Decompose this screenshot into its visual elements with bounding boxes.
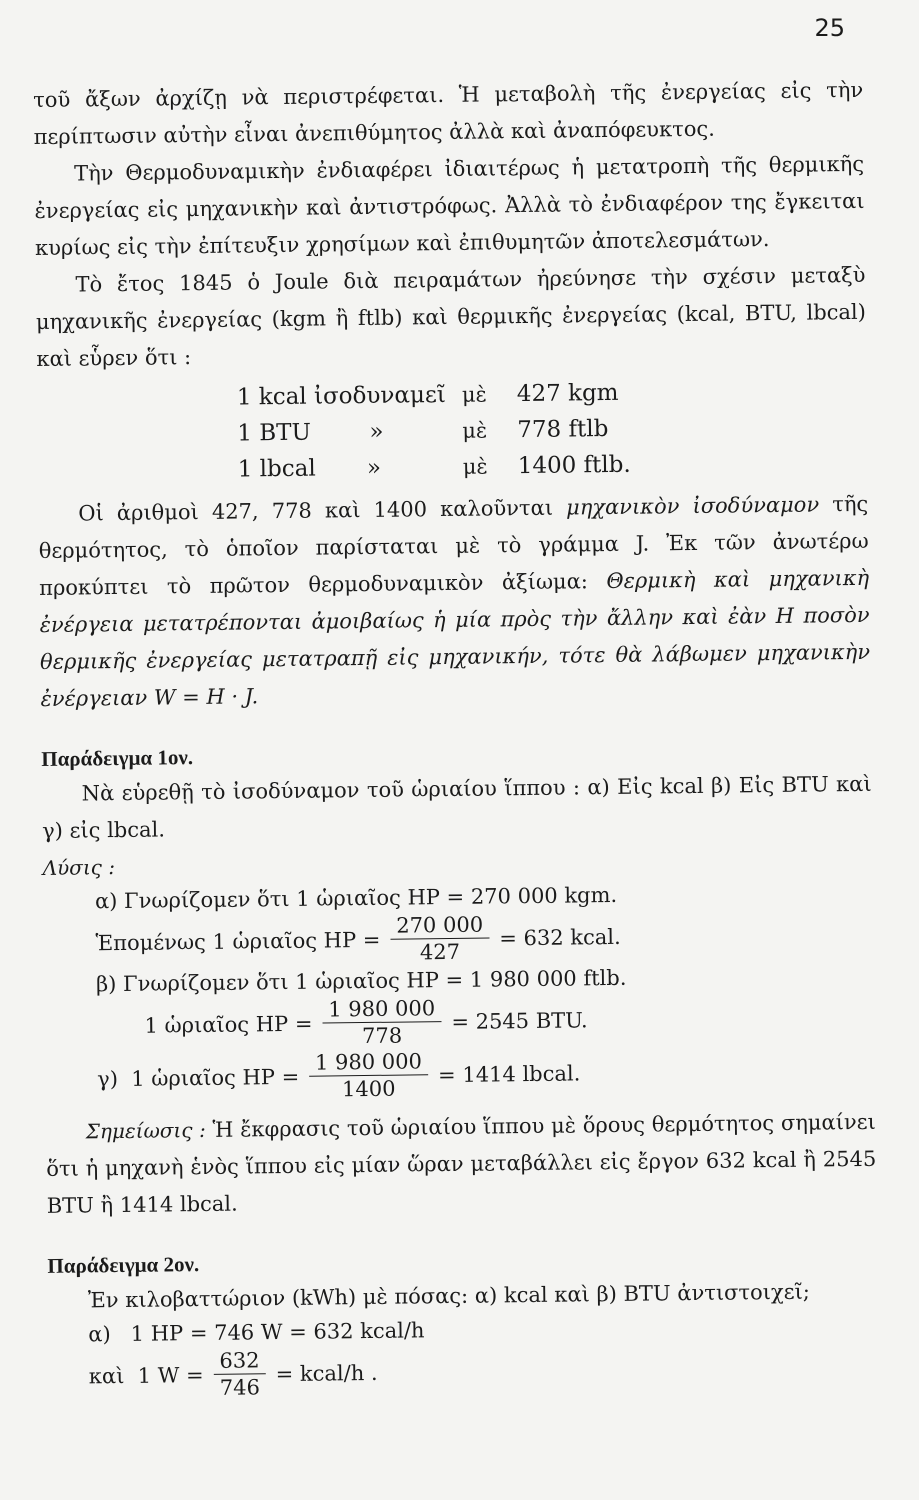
example1-line-b: β) Γνωρίζομεν ὅτι 1 ὡριαῖος HP = 1 980 000 ftlb. (95, 965, 627, 997)
fraction: $\frac{632}{746}$ (213, 1347, 266, 1401)
solution-label: Λύσις : (42, 855, 116, 880)
fraction: $\frac{270 000}{427}$ (390, 911, 489, 965)
example2-prompt: Ἐν κιλοβαττώριον (kWh) μὲ πόσας: α) kcal καὶ β) BTU ἀντιστοιχεῖ; (87, 1279, 810, 1313)
paragraph-joule: Τὸ ἔτος 1845 ὁ Joule διὰ πειραμάτων ἠρεύνησε τὴν σχέσιν μεταξὺ μηχανικῆς ἐνεργείας (kgm ἢ ftlb) καὶ θερμικῆς ἐνεργείας (kcal, BTU, lbcal) καὶ εὗρεν ὅτι : (35, 262, 867, 371)
equivalence-row: 1 kcal ἰσοδυναμεῖ μὲ 427 kgm (236, 379, 619, 411)
fraction: $\frac{1 980 000}{778}$ (322, 995, 442, 1049)
equivalence-row: 1 BTU » μὲ 778 ftlb (237, 415, 609, 447)
equivalence-row: 1 lbcal » μὲ 1400 ftlb. (237, 451, 631, 483)
page-number: 25 (814, 14, 845, 42)
page-body (33, 72, 879, 1403)
example1-line-a2: Ἑπομένως 1 ὡριαῖος HP = $\frac{270 000}{427}$ = 632 kcal. (95, 912, 621, 965)
first-law-statement: Θερμικὴ καὶ μηχανικὴ ἐνέργεια μετατρέπονται ἀμοιβαίως ἡ μία πρὸς τὴν ἄλλην καὶ ἐὰν H ποσὸν θερμικῆς ἐνεργείας μετατραπῇ εἰς μηχανικήν, τότε θὰ λάβωμεν μηχανικὴν ἐνέργειαν W = H · J. (39, 565, 871, 711)
example1-prompt: Νὰ εὑρεθῇ τὸ ἰσοδύναμον τοῦ ὡριαίου ἵππου : α) Εἰς kcal β) Εἰς BTU καὶ γ) εἰς lbcal. (42, 771, 872, 843)
example1-line-b2: 1 ὡριαῖος HP = $\frac{1 980 000}{778}$ = 2545 BTU. (144, 996, 588, 1049)
example1-line-a: α) Γνωρίζομεν ὅτι 1 ὡριαῖος HP = 270 000 kgm. (94, 882, 618, 914)
example1-note: Σημείωσις : Ἡ ἔκφρασις τοῦ ὡριαίου ἵππου μὲ ὅρους θερμότητος σημαίνει ὅτι ἡ μηχανὴ ἑνὸς ἵππου εἰς μίαν ὥραν μεταβάλλει εἰς ἔργον 632 kcal ἢ 2545 BTU ἢ 1414 lbcal. (46, 1109, 877, 1218)
paragraph-thermodynamics: Τὴν Θερμοδυναμικὴν ἐνδιαφέρει ἰδιαιτέρως ἡ μετατροπὴ τῆς θερμικῆς ἐνεργείας εἰς μηχανικὴν καὶ ἀντιστρόφως. Ἀλλὰ τὸ ἐνδιαφέρον της ἔγκειται κυρίως εἰς τὴν ἐπίτευξιν χρησίμων καὶ ἐπιθυμητῶν ἀποτελεσμάτων. (34, 151, 865, 260)
example1-line-c: γ) 1 ὡριαῖος HP = $\frac{1 980 000}{1400}$ = 1414 lbcal. (97, 1049, 581, 1102)
paragraph-continuation: τοῦ ἄξων ἀρχίζῃ νὰ περιστρέφεται. Ἡ μεταβολὴ τῆς ἐνεργείας εἰς τὴν περίπτωσιν αὐτὴν εἶναι ἀνεπιθύμητος ἀλλὰ καὶ ἀναπόφευκτος. (33, 77, 864, 149)
fraction: $\frac{1 980 000}{1400}$ (309, 1048, 429, 1102)
example1-heading: Παράδειγμα 1ον. (41, 745, 194, 771)
term-mechanical-equivalent: μηχανικὸν ἰσοδύναμον (565, 492, 820, 520)
note-label: Σημείωσις : (85, 1117, 206, 1144)
paragraph-first-law: Οἱ ἀριθμοὶ 427, 778 καὶ 1400 καλοῦνται μηχανικὸν ἰσοδύναμον τῆς θερμότητος, τὸ ὁποῖον παρίσταται μὲ τὸ γράμμα J. Ἐκ τῶν ἀνωτέρω προκύπτει τὸ πρῶτον θερμοδυναμικὸν ἀξίωμα: Θερμικὴ καὶ μηχανικὴ ἐνέργεια μετατρέπονται ἀμοιβαίως ἡ μία πρὸς τὴν ἄλλην καὶ ἐὰν H ποσὸν θερμικῆς ἐνεργείας μετατραπῇ εἰς μηχανικήν, τότε θὰ λάβωμεν μηχανικὴν ἐνέργειαν W = H · J. (38, 491, 871, 711)
example2-line-a: α) 1 HP = 746 W = 632 kcal/h (88, 1318, 425, 1347)
example2-line-b: καὶ 1 W = $\frac{632}{746}$ = kcal/h . (88, 1348, 378, 1400)
example2-heading: Παράδειγμα 2ον. (47, 1252, 200, 1278)
equivalence-table (237, 372, 868, 488)
